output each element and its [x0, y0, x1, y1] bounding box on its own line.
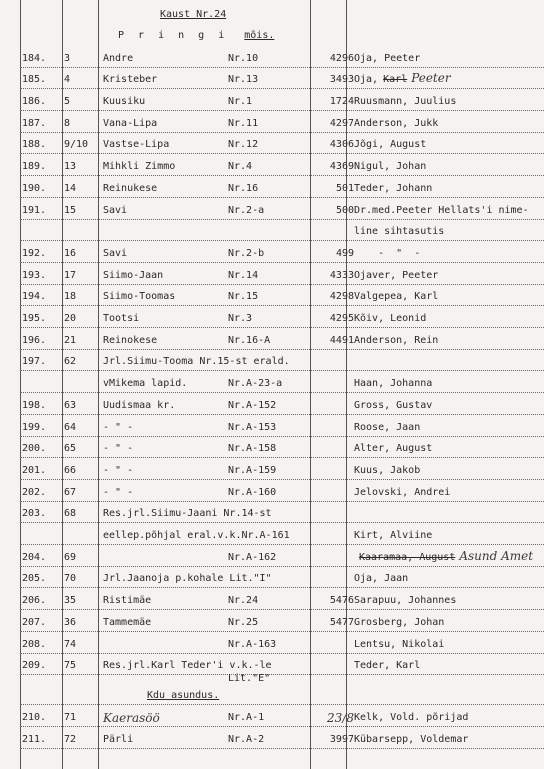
table-row — [20, 458, 544, 480]
register-ref: Nr.A-153 — [228, 421, 277, 433]
code-number: 4296 — [329, 52, 354, 64]
owner-cell — [354, 161, 426, 173]
register-ref: Nr.2-b — [228, 247, 265, 259]
owner-cell — [354, 183, 432, 195]
farm-name: - " - — [103, 421, 134, 433]
owner-handwritten: Asund Amet — [459, 548, 534, 563]
entry-number: 207. — [22, 616, 47, 628]
code-number: 4295 — [329, 313, 354, 325]
owner-cell — [354, 53, 420, 65]
farm-name: Uudismaa kr. — [103, 399, 176, 411]
entry-number: 203. — [22, 508, 47, 520]
owner-struck: Karl — [383, 74, 408, 86]
code-number: 501 — [335, 182, 354, 194]
table-row — [20, 437, 544, 459]
table-row — [20, 727, 544, 749]
owner-name: Oja, Jaan — [354, 573, 409, 585]
table-row — [20, 133, 544, 155]
owner-handwritten: Peeter — [411, 71, 451, 86]
plot-number: 3 — [64, 52, 71, 64]
register-ref: Nr.15 — [228, 291, 259, 303]
owner-name: Anderson, Jukk — [354, 117, 439, 129]
register-ref: Nr.16 — [228, 182, 259, 194]
code-number: 5477 — [329, 616, 354, 628]
table-row — [20, 176, 544, 198]
owner-name: Kuus, Jakob — [354, 464, 421, 476]
entry-number: 193. — [22, 269, 47, 281]
entry-number: 184. — [22, 52, 47, 64]
entry-number: 189. — [22, 161, 47, 173]
table-row — [20, 705, 544, 727]
plot-number: 35 — [64, 595, 77, 607]
plot-number: 72 — [64, 733, 77, 745]
owner-name: Sarapuu, Johannes — [354, 595, 457, 607]
owner-name: Gross, Gustav — [354, 399, 433, 411]
table-row — [20, 328, 544, 350]
plot-number: 65 — [64, 443, 77, 455]
owner-name: Teder, Johann — [354, 182, 433, 194]
owner-name: Kirt, Alviine — [354, 530, 433, 542]
register-ref: Nr.24 — [228, 595, 259, 607]
entry-number: 211. — [22, 733, 47, 745]
plot-number: 14 — [64, 182, 77, 194]
entry-number: 195. — [22, 313, 47, 325]
plot-number: 63 — [64, 399, 77, 411]
code-number: 4297 — [329, 117, 354, 129]
table-row — [20, 523, 544, 545]
table-row — [20, 306, 544, 328]
owner-name: Jõgi, August — [354, 139, 427, 151]
plot-number: 9/10 — [64, 139, 89, 151]
plot-number: 4 — [64, 74, 71, 86]
owner-name: Teder, Karl — [354, 660, 421, 672]
owner-cell — [354, 573, 408, 585]
table-row — [20, 285, 544, 307]
owner-cell — [354, 139, 426, 151]
owner-name: Kõiv, Leonid — [354, 313, 427, 325]
entry-number: 196. — [22, 334, 47, 346]
sub-note: Lit."E" — [228, 673, 271, 685]
farm-name: Siimo-Toomas — [103, 291, 176, 303]
owner-name: Alter, August — [354, 443, 433, 455]
owner-name: Jelovski, Andrei — [354, 486, 451, 498]
farm-name: Kristeber — [103, 74, 158, 86]
owner-cell — [354, 270, 438, 282]
code-handwritten: 23/8 — [327, 710, 354, 725]
owner-cell — [354, 550, 533, 564]
plot-number: 20 — [64, 313, 77, 325]
register-ref: Nr.25 — [228, 616, 259, 628]
table-row — [20, 350, 544, 372]
table-row — [20, 632, 544, 654]
owner-cell — [354, 291, 438, 303]
entry-number: 201. — [22, 464, 47, 476]
plot-number: 16 — [64, 247, 77, 259]
register-ref: Nr.A-152 — [228, 399, 277, 411]
owner-cell — [354, 205, 529, 217]
owner-cell — [354, 248, 420, 260]
owner-name: Lentsu, Nikolai — [354, 638, 445, 650]
owner-cell — [354, 617, 444, 629]
plot-number: 64 — [64, 421, 77, 433]
farm-name: Kuusiku — [103, 96, 146, 108]
owner-cell — [354, 487, 450, 499]
code-number: 1724 — [329, 96, 354, 108]
farm-name: - " - — [103, 486, 134, 498]
plot-number: 5 — [64, 96, 71, 108]
estate-title — [118, 30, 274, 41]
section-title: Kdu asundus. — [147, 690, 220, 702]
owner-cell — [354, 226, 444, 238]
plot-number: 75 — [64, 660, 77, 672]
entry-number: 190. — [22, 182, 47, 194]
plot-number: 62 — [64, 356, 77, 368]
entry-number: 210. — [22, 711, 47, 723]
farm-name: Res.jrl.Karl Teder'i v.k.-le — [103, 660, 272, 672]
owner-name: Dr.med.Peeter Hellats'i nime- — [354, 204, 529, 216]
plot-number: 13 — [64, 161, 77, 173]
entry-number: 205. — [22, 573, 47, 585]
plot-number: 15 — [64, 204, 77, 216]
farm-name: Tammemäe — [103, 616, 152, 628]
code-number: 4298 — [329, 291, 354, 303]
folder-title: Kaust Nr.24 — [160, 9, 227, 20]
farm-name: Res.jrl.Siimu-Jaani Nr.14-st — [103, 508, 272, 520]
farm-name: Mihkli Zimmo — [103, 161, 176, 173]
entry-number: 188. — [22, 139, 47, 151]
register-ref: Nr.12 — [228, 139, 259, 151]
entry-number: 209. — [22, 660, 47, 672]
table-row — [20, 393, 544, 415]
owner-cell — [354, 400, 432, 412]
farm-name: Reinokese — [103, 334, 158, 346]
farm-name: - " - — [103, 464, 134, 476]
table-row — [20, 610, 544, 632]
plot-number: 68 — [64, 508, 77, 520]
farm-name: Pärli — [103, 733, 134, 745]
owner-name: Anderson, Rein — [354, 334, 439, 346]
owner-cell — [354, 422, 420, 434]
entry-number: 192. — [22, 247, 47, 259]
entry-number: 185. — [22, 74, 47, 86]
table-row — [20, 654, 544, 685]
owner-cell — [354, 712, 468, 724]
owner-cell — [354, 96, 456, 108]
register-ref: Nr.A-160 — [228, 486, 277, 498]
register-ref: Nr.A-2 — [228, 733, 265, 745]
table-row — [20, 241, 544, 263]
table-row — [20, 415, 544, 437]
farm-name: Ristimäe — [103, 595, 152, 607]
table-row — [20, 567, 544, 589]
entry-number: 200. — [22, 443, 47, 455]
farm-name: eellep.põhjal eral.v.k.Nr.A-161 — [103, 530, 290, 542]
table-row — [20, 155, 544, 177]
farm-name-handwritten: Kaerasöö — [103, 710, 160, 725]
owner-cell — [354, 118, 438, 130]
register-ref: Nr.A-163 — [228, 638, 277, 650]
farm-name: Reinukese — [103, 182, 158, 194]
entry-number: 194. — [22, 291, 47, 303]
code-number: 3493 — [329, 74, 354, 86]
estate-suffix: mõis. — [244, 30, 275, 41]
farm-name: - " - — [103, 443, 134, 455]
owner-name: - " - — [354, 247, 421, 259]
entry-number: 186. — [22, 96, 47, 108]
register-ref: Nr.4 — [228, 161, 253, 173]
table-row — [20, 68, 544, 90]
owner-struck: Kaaramaa, August — [359, 551, 456, 563]
entry-number: 199. — [22, 421, 47, 433]
register-ref: Nr.A-159 — [228, 464, 277, 476]
code-number: 5476 — [329, 595, 354, 607]
code-number: 4369 — [329, 161, 354, 173]
entry-number: 208. — [22, 638, 47, 650]
code-number: 4491 — [329, 334, 354, 346]
table-row — [20, 46, 544, 68]
plot-number: 67 — [64, 486, 77, 498]
register-ref: Nr.A-23-a — [228, 378, 283, 390]
farm-name: Tootsi — [103, 313, 140, 325]
table-row — [20, 372, 544, 394]
farm-name: Jrl.Jaanoja p.kohale Lit."I" — [103, 573, 272, 585]
entry-number: 202. — [22, 486, 47, 498]
code-number: 3997 — [329, 733, 354, 745]
table-row — [20, 198, 544, 220]
code-number: 4306 — [329, 139, 354, 151]
table-row — [20, 480, 544, 502]
owner-cell — [354, 72, 451, 86]
register-ref: Nr.A-1 — [228, 711, 265, 723]
table-row — [20, 545, 544, 567]
owner-cell — [354, 443, 432, 455]
plot-number: 18 — [64, 291, 77, 303]
owner-cell — [354, 335, 438, 347]
owner-name: Grosberg, Johan — [354, 616, 445, 628]
register-ref: Nr.A-158 — [228, 443, 277, 455]
register-ref: Nr.A-162 — [228, 551, 277, 563]
farm-name: vMikema lapid. — [103, 378, 188, 390]
section-row — [20, 675, 544, 705]
table-row — [20, 589, 544, 611]
farm-name: Vana-Lipa — [103, 117, 158, 129]
owner-name: Kübarsepp, Voldemar — [354, 733, 469, 745]
table-row — [20, 111, 544, 133]
register-ref: Nr.14 — [228, 269, 259, 281]
register-ref: Nr.3 — [228, 313, 253, 325]
farm-name: Jrl.Siimu-Tooma Nr.15-st erald. — [103, 356, 290, 368]
owner-name: Oja, Peeter — [354, 52, 421, 64]
register-ref: Nr.2-a — [228, 204, 265, 216]
owner-name: line sihtasutis — [354, 226, 445, 238]
owner-cell — [354, 465, 420, 477]
entry-number: 198. — [22, 399, 47, 411]
owner-name: Nigul, Johan — [354, 161, 427, 173]
plot-number: 71 — [64, 711, 77, 723]
plot-number: 21 — [64, 334, 77, 346]
owner-name: Valgepea, Karl — [354, 291, 439, 303]
farm-name: Siimo-Jaan — [103, 269, 164, 281]
code-number: 499 — [335, 247, 354, 259]
table-row — [20, 502, 544, 524]
owner-name: Haan, Johanna — [354, 378, 433, 390]
register-ref: Nr.1 — [228, 96, 253, 108]
entry-number: 204. — [22, 551, 47, 563]
code-number: 500 — [335, 204, 354, 216]
plot-number: 69 — [64, 551, 77, 563]
owner-name: Kelk, Vold. põrijad — [354, 711, 469, 723]
owner-cell — [354, 639, 444, 651]
table-row — [20, 263, 544, 285]
entry-number: 191. — [22, 204, 47, 216]
owner-name: Ojaver, Peeter — [354, 269, 439, 281]
farm-name: Vastse-Lipa — [103, 139, 170, 151]
plot-number: 70 — [64, 573, 77, 585]
farm-name: Andre — [103, 52, 134, 64]
plot-number: 17 — [64, 269, 77, 281]
owner-cell — [354, 734, 468, 746]
farm-name: Savi — [103, 204, 128, 216]
plot-number: 74 — [64, 638, 77, 650]
register-ref: Nr.13 — [228, 74, 259, 86]
entry-number: 187. — [22, 117, 47, 129]
plot-number: 36 — [64, 616, 77, 628]
farm-name: Savi — [103, 247, 128, 259]
plot-number: 66 — [64, 464, 77, 476]
owner-name: Oja, — [354, 74, 379, 86]
table-row — [20, 89, 544, 111]
owner-cell — [354, 313, 426, 325]
owner-cell — [354, 378, 432, 390]
owner-cell — [354, 660, 420, 672]
register-ref: Nr.16-A — [228, 334, 271, 346]
owner-cell — [354, 530, 432, 542]
register-ref: Nr.11 — [228, 117, 259, 129]
estate-name: P r i n g i — [118, 30, 229, 41]
owner-cell — [354, 595, 456, 607]
owner-name: Ruusmann, Juulius — [354, 96, 457, 108]
table-row — [20, 220, 544, 242]
entry-number: 206. — [22, 595, 47, 607]
register-ref: Nr.10 — [228, 52, 259, 64]
row-rule — [20, 748, 544, 749]
owner-name: Roose, Jaan — [354, 421, 421, 433]
entry-number: 197. — [22, 356, 47, 368]
plot-number: 8 — [64, 117, 71, 129]
code-number: 4333 — [329, 269, 354, 281]
